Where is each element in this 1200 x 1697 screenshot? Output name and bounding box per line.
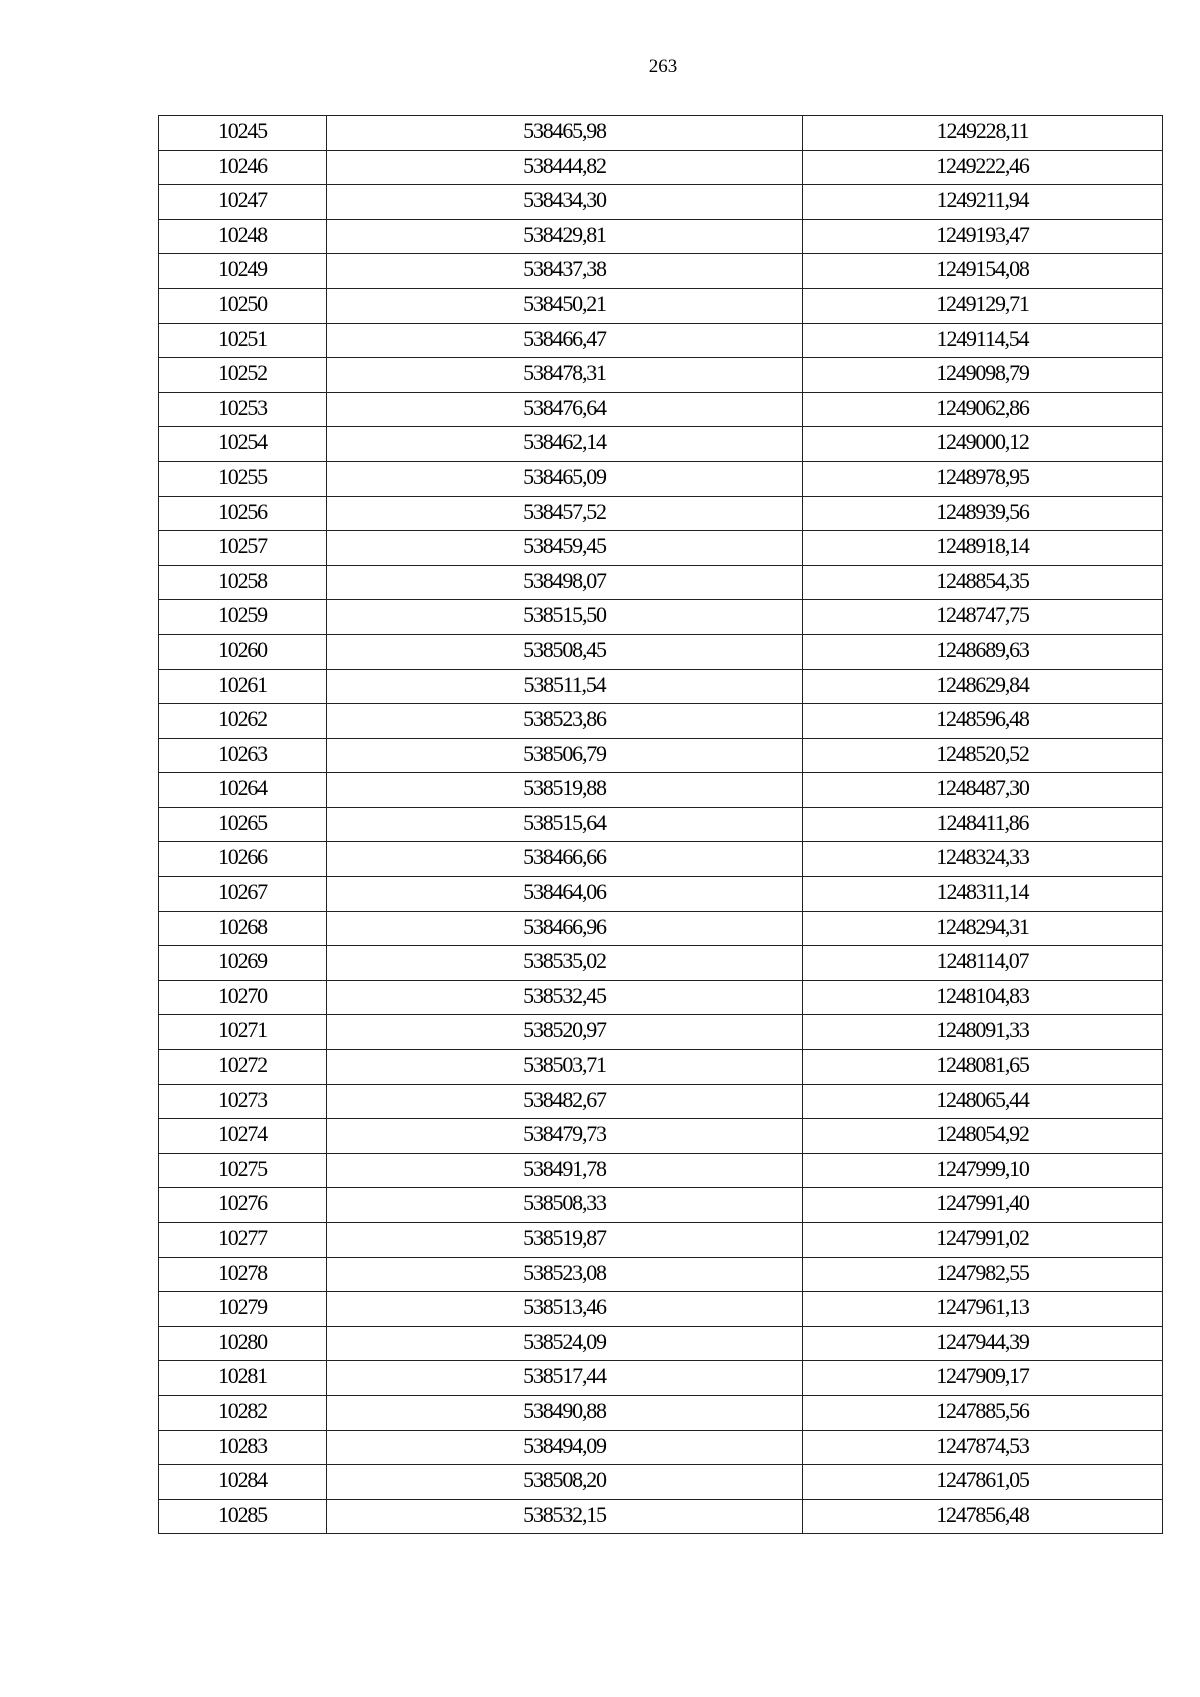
point-number-cell: 10268: [159, 911, 327, 946]
x-coordinate-cell: 538503,71: [327, 1050, 803, 1085]
point-number-cell: 10282: [159, 1395, 327, 1430]
x-coordinate-cell: 538482,67: [327, 1084, 803, 1119]
point-number-cell: 10263: [159, 738, 327, 773]
x-coordinate-cell: 538466,47: [327, 323, 803, 358]
point-number-cell: 10257: [159, 531, 327, 566]
x-coordinate-cell: 538476,64: [327, 392, 803, 427]
table-row: [159, 1361, 1163, 1396]
y-coordinate-cell: 1247874,53: [803, 1430, 1163, 1465]
table-row: [159, 392, 1163, 427]
y-coordinate-cell: 1248689,63: [803, 634, 1163, 669]
y-coordinate-cell: 1248054,92: [803, 1119, 1163, 1154]
y-coordinate-cell: 1248411,86: [803, 807, 1163, 842]
y-coordinate-cell: 1248629,84: [803, 669, 1163, 704]
table-row: [159, 1015, 1163, 1050]
x-coordinate-cell: 538479,73: [327, 1119, 803, 1154]
x-coordinate-cell: 538444,82: [327, 150, 803, 185]
x-coordinate-cell: 538532,15: [327, 1499, 803, 1534]
x-coordinate-cell: 538450,21: [327, 288, 803, 323]
x-coordinate-cell: 538506,79: [327, 738, 803, 773]
x-coordinate-cell: 538462,14: [327, 427, 803, 462]
y-coordinate-cell: 1247856,48: [803, 1499, 1163, 1534]
x-coordinate-cell: 538532,45: [327, 980, 803, 1015]
table-row: [159, 1499, 1163, 1534]
x-coordinate-cell: 538465,09: [327, 461, 803, 496]
x-coordinate-cell: 538434,30: [327, 185, 803, 220]
point-number-cell: 10260: [159, 634, 327, 669]
y-coordinate-cell: 1248487,30: [803, 773, 1163, 808]
x-coordinate-cell: 538464,06: [327, 877, 803, 912]
point-number-cell: 10272: [159, 1050, 327, 1085]
point-number-cell: 10248: [159, 219, 327, 254]
table-row: [159, 738, 1163, 773]
y-coordinate-cell: 1248081,65: [803, 1050, 1163, 1085]
point-number-cell: 10280: [159, 1326, 327, 1361]
point-number-cell: 10262: [159, 704, 327, 739]
x-coordinate-cell: 538478,31: [327, 358, 803, 393]
y-coordinate-cell: 1247909,17: [803, 1361, 1163, 1396]
x-coordinate-cell: 538515,50: [327, 600, 803, 635]
x-coordinate-cell: 538457,52: [327, 496, 803, 531]
y-coordinate-cell: 1248104,83: [803, 980, 1163, 1015]
table-row: [159, 980, 1163, 1015]
point-number-cell: 10277: [159, 1223, 327, 1258]
x-coordinate-cell: 538491,78: [327, 1153, 803, 1188]
y-coordinate-cell: 1248978,95: [803, 461, 1163, 496]
table-row: [159, 116, 1163, 151]
table-row: [159, 1430, 1163, 1465]
table-row: [159, 254, 1163, 289]
y-coordinate-cell: 1249193,47: [803, 219, 1163, 254]
point-number-cell: 10251: [159, 323, 327, 358]
point-number-cell: 10279: [159, 1292, 327, 1327]
point-number-cell: 10266: [159, 842, 327, 877]
y-coordinate-cell: 1248294,31: [803, 911, 1163, 946]
table-row: [159, 288, 1163, 323]
y-coordinate-cell: 1249211,94: [803, 185, 1163, 220]
table-row: [159, 1326, 1163, 1361]
table-row: [159, 1465, 1163, 1500]
y-coordinate-cell: 1248854,35: [803, 565, 1163, 600]
point-number-cell: 10255: [159, 461, 327, 496]
y-coordinate-cell: 1249114,54: [803, 323, 1163, 358]
y-coordinate-cell: 1247885,56: [803, 1395, 1163, 1430]
table-row: [159, 600, 1163, 635]
table-row: [159, 1257, 1163, 1292]
x-coordinate-cell: 538523,08: [327, 1257, 803, 1292]
x-coordinate-cell: 538517,44: [327, 1361, 803, 1396]
y-coordinate-cell: 1247982,55: [803, 1257, 1163, 1292]
y-coordinate-cell: 1248918,14: [803, 531, 1163, 566]
x-coordinate-cell: 538515,64: [327, 807, 803, 842]
x-coordinate-cell: 538498,07: [327, 565, 803, 600]
x-coordinate-cell: 538465,98: [327, 116, 803, 151]
y-coordinate-cell: 1248596,48: [803, 704, 1163, 739]
table-row: [159, 323, 1163, 358]
table-row: [159, 1153, 1163, 1188]
table-row: [159, 704, 1163, 739]
table-row: [159, 427, 1163, 462]
y-coordinate-cell: 1248114,07: [803, 946, 1163, 981]
x-coordinate-cell: 538508,20: [327, 1465, 803, 1500]
table-row: [159, 773, 1163, 808]
y-coordinate-cell: 1249062,86: [803, 392, 1163, 427]
y-coordinate-cell: 1249129,71: [803, 288, 1163, 323]
point-number-cell: 10256: [159, 496, 327, 531]
point-number-cell: 10283: [159, 1430, 327, 1465]
y-coordinate-cell: 1249098,79: [803, 358, 1163, 393]
x-coordinate-cell: 538508,45: [327, 634, 803, 669]
y-coordinate-cell: 1247991,40: [803, 1188, 1163, 1223]
point-number-cell: 10264: [159, 773, 327, 808]
table-row: [159, 1395, 1163, 1430]
point-number-cell: 10275: [159, 1153, 327, 1188]
point-number-cell: 10281: [159, 1361, 327, 1396]
y-coordinate-cell: 1249222,46: [803, 150, 1163, 185]
coordinates-table-body: [159, 116, 1163, 1534]
coordinates-table: [158, 115, 1163, 1534]
x-coordinate-cell: 538535,02: [327, 946, 803, 981]
table-row: [159, 219, 1163, 254]
x-coordinate-cell: 538519,88: [327, 773, 803, 808]
y-coordinate-cell: 1247861,05: [803, 1465, 1163, 1500]
table-row: [159, 1050, 1163, 1085]
point-number-cell: 10284: [159, 1465, 327, 1500]
table-row: [159, 1084, 1163, 1119]
point-number-cell: 10267: [159, 877, 327, 912]
table-row: [159, 842, 1163, 877]
point-number-cell: 10274: [159, 1119, 327, 1154]
y-coordinate-cell: 1247991,02: [803, 1223, 1163, 1258]
table-row: [159, 634, 1163, 669]
table-row: [159, 807, 1163, 842]
x-coordinate-cell: 538520,97: [327, 1015, 803, 1050]
table-row: [159, 946, 1163, 981]
y-coordinate-cell: 1247961,13: [803, 1292, 1163, 1327]
point-number-cell: 10252: [159, 358, 327, 393]
y-coordinate-cell: 1248324,33: [803, 842, 1163, 877]
table-row: [159, 565, 1163, 600]
x-coordinate-cell: 538494,09: [327, 1430, 803, 1465]
x-coordinate-cell: 538524,09: [327, 1326, 803, 1361]
point-number-cell: 10259: [159, 600, 327, 635]
point-number-cell: 10254: [159, 427, 327, 462]
table-row: [159, 1188, 1163, 1223]
table-row: [159, 1119, 1163, 1154]
point-number-cell: 10278: [159, 1257, 327, 1292]
x-coordinate-cell: 538466,96: [327, 911, 803, 946]
y-coordinate-cell: 1248747,75: [803, 600, 1163, 635]
y-coordinate-cell: 1247944,39: [803, 1326, 1163, 1361]
x-coordinate-cell: 538437,38: [327, 254, 803, 289]
table-row: [159, 358, 1163, 393]
point-number-cell: 10250: [159, 288, 327, 323]
x-coordinate-cell: 538511,54: [327, 669, 803, 704]
point-number-cell: 10245: [159, 116, 327, 151]
y-coordinate-cell: 1248065,44: [803, 1084, 1163, 1119]
point-number-cell: 10258: [159, 565, 327, 600]
table-row: [159, 911, 1163, 946]
table-row: [159, 496, 1163, 531]
table-row: [159, 185, 1163, 220]
y-coordinate-cell: 1248091,33: [803, 1015, 1163, 1050]
point-number-cell: 10247: [159, 185, 327, 220]
point-number-cell: 10270: [159, 980, 327, 1015]
x-coordinate-cell: 538490,88: [327, 1395, 803, 1430]
point-number-cell: 10271: [159, 1015, 327, 1050]
y-coordinate-cell: 1248939,56: [803, 496, 1163, 531]
point-number-cell: 10246: [159, 150, 327, 185]
table-row: [159, 461, 1163, 496]
point-number-cell: 10261: [159, 669, 327, 704]
table-row: [159, 669, 1163, 704]
table-row: [159, 1223, 1163, 1258]
x-coordinate-cell: 538513,46: [327, 1292, 803, 1327]
x-coordinate-cell: 538459,45: [327, 531, 803, 566]
table-row: [159, 877, 1163, 912]
point-number-cell: 10269: [159, 946, 327, 981]
y-coordinate-cell: 1247999,10: [803, 1153, 1163, 1188]
x-coordinate-cell: 538523,86: [327, 704, 803, 739]
y-coordinate-cell: 1248311,14: [803, 877, 1163, 912]
x-coordinate-cell: 538466,66: [327, 842, 803, 877]
y-coordinate-cell: 1249228,11: [803, 116, 1163, 151]
point-number-cell: 10253: [159, 392, 327, 427]
table-row: [159, 531, 1163, 566]
page-number: 263: [648, 56, 678, 77]
y-coordinate-cell: 1248520,52: [803, 738, 1163, 773]
x-coordinate-cell: 538429,81: [327, 219, 803, 254]
point-number-cell: 10265: [159, 807, 327, 842]
table-row: [159, 1292, 1163, 1327]
point-number-cell: 10249: [159, 254, 327, 289]
y-coordinate-cell: 1249154,08: [803, 254, 1163, 289]
point-number-cell: 10276: [159, 1188, 327, 1223]
point-number-cell: 10273: [159, 1084, 327, 1119]
point-number-cell: 10285: [159, 1499, 327, 1534]
x-coordinate-cell: 538508,33: [327, 1188, 803, 1223]
x-coordinate-cell: 538519,87: [327, 1223, 803, 1258]
y-coordinate-cell: 1249000,12: [803, 427, 1163, 462]
table-row: [159, 150, 1163, 185]
